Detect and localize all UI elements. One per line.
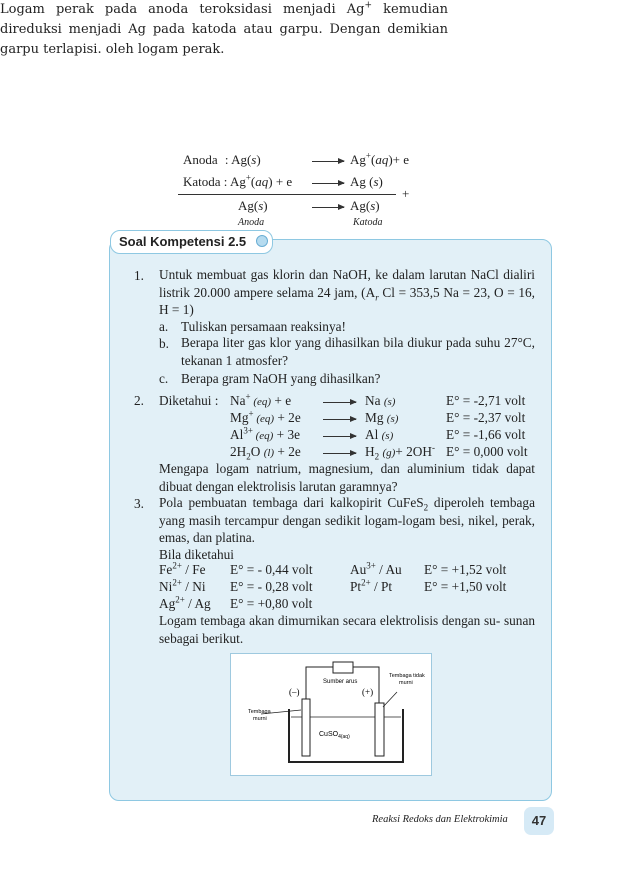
plus-sign: + <box>402 186 410 201</box>
sum-line <box>178 194 396 195</box>
footer-chapter: Reaksi Redoks dan Elektrokimia <box>372 814 508 825</box>
q2-row-ion: Al <box>230 427 244 442</box>
q2-row-state: (eq) <box>253 413 275 425</box>
q2-row-sup: + <box>248 408 254 419</box>
q2-row4-rplus: + 2OH <box>395 444 432 459</box>
katoda-label: Katoda <box>183 174 221 189</box>
intro-text-b: kemudian direduksi menjadi Ag pada katoda atau garpu. Dengan demikian garpu terlapisi. oleh logam perak. <box>0 2 448 57</box>
competency-box-title: Soal Kompetensi 2.5 <box>110 230 273 254</box>
katoda-right: Ag ( <box>350 174 374 189</box>
q3-ion2-symbol: Pt <box>350 579 362 594</box>
q2-row4-right <box>365 444 435 460</box>
q2-row-right <box>365 427 393 443</box>
q3-pair-ion2 <box>350 579 392 595</box>
q2-row-plus: + 2e <box>274 410 301 425</box>
q3-text-b: diperoleh tembaga yang masih tercampur dengan sedikit logam-logam besi, nikel, perak, emas, dan platina. <box>159 495 535 545</box>
q2-row-sup: 3+ <box>243 425 253 436</box>
q2-row-left <box>230 410 301 426</box>
under-label-anoda: Anoda <box>238 217 265 228</box>
q3-number: 3. <box>134 496 144 511</box>
q3-ag-sup: 2+ <box>175 594 185 605</box>
sum-right <box>350 198 380 214</box>
page-number: 47 <box>531 813 547 828</box>
label-source: Sumber arus <box>323 679 358 685</box>
katoda-left-b: ( <box>250 174 256 189</box>
under-label-katoda: Katoda <box>353 217 383 228</box>
q2-question: Mengapa logam natrium, magnesium, dan aluminium tidak dapat dibuat dengan elektrolisis larutan garamnya? <box>159 461 535 494</box>
anoda-right-sup: + <box>365 150 371 161</box>
katoda-reaction-right <box>350 174 383 190</box>
q2-row4-h: H <box>365 444 375 459</box>
anoda-right: Ag <box>350 152 366 167</box>
q2-row-potential: E° = -2,37 volt <box>446 410 526 425</box>
q2-row4-state: (l) <box>263 447 275 459</box>
q3-text-a: Pola pembuatan tembaga dari kalkopirit CuFeS <box>159 495 424 510</box>
q3-ion2-symbol: Au <box>350 562 367 577</box>
q3-ion-sup: 2+ <box>172 577 182 588</box>
q1-sub: r <box>375 292 379 303</box>
sum-plus-sign <box>402 186 409 202</box>
q3-sub: 2 <box>423 502 429 513</box>
anoda-label: Anoda <box>183 152 218 167</box>
solution-sub: 4(aq) <box>338 734 350 740</box>
q2-row-sup: + <box>245 391 251 402</box>
q2-row4-sub: 2 <box>246 451 251 462</box>
sum-right-state: s <box>370 198 376 213</box>
q2-row-rstate: (s) <box>383 396 396 408</box>
arrow-sum <box>312 207 344 208</box>
solution-formula: CuSO <box>319 731 339 738</box>
q3-ag-metal: / Ag <box>184 596 211 611</box>
q3-ion2-sup: 2+ <box>361 577 371 588</box>
q2-row4-rsup: - <box>431 442 435 453</box>
q2-row-state: (eq) <box>252 430 274 442</box>
q1a-text: Tuliskan persamaan reaksinya! <box>181 319 346 334</box>
q2-row-metal: Mg <box>365 410 387 425</box>
q3-bila: Bila diketahui <box>159 547 234 562</box>
intro-paragraph <box>0 0 448 60</box>
q2-row-left <box>230 427 300 443</box>
q2-row-right <box>365 393 395 409</box>
q2-row4-rsub: 2 <box>374 451 380 462</box>
q1-number: 1. <box>134 268 144 283</box>
q3-pair-potential2: E° = +1,52 volt <box>424 562 507 577</box>
q2-row4-left <box>230 444 301 460</box>
label-impure-1: Tembaga tidak <box>389 673 425 679</box>
anoda-right-b: ( <box>370 152 376 167</box>
sum-left-close: ) <box>263 198 268 213</box>
q3-ion-metal: / Ni <box>181 579 206 594</box>
q2-row-arrow <box>323 402 356 403</box>
q3-ion2-metal: / Pt <box>370 579 393 594</box>
q3-ion2-metal: / Au <box>375 562 402 577</box>
q3-ion-symbol: Ni <box>159 579 173 594</box>
q2-row4-plus: + 2e <box>277 444 301 459</box>
anoda-right-c: )+ e <box>388 152 409 167</box>
anoda-reaction-right <box>350 152 409 168</box>
q1b-text: Berapa liter gas klor yang dihasilkan bila diukur pada suhu 27°C, tekanan 1 atmosfer? <box>181 335 535 368</box>
q1b-number: b. <box>159 336 169 351</box>
q3-ion-symbol: Fe <box>159 562 173 577</box>
q2-row-right <box>365 410 398 426</box>
sum-left-text: Ag( <box>238 198 259 213</box>
q2-row-plus: + e <box>271 393 292 408</box>
q2-row4-arrow <box>323 453 356 454</box>
q2-row4-2h: 2H <box>230 444 247 459</box>
q3-ag-e: E° = +0,80 volt <box>230 596 313 611</box>
q2-row-rstate: (s) <box>386 413 399 425</box>
anoda-left: : Ag( <box>224 152 252 167</box>
katoda-left-c: ) + e <box>268 174 293 189</box>
q3-ion-sup: 2+ <box>172 560 182 571</box>
q2-row-metal: Al <box>365 427 382 442</box>
title-dot-icon <box>256 235 268 247</box>
intro-text-a: Logam perak pada anoda teroksidasi menjadi Ag <box>0 2 365 17</box>
q3-pair-ion2 <box>350 562 402 578</box>
q3-pair-potential2: E° = +1,50 volt <box>424 579 507 594</box>
q2-row-rstate: (s) <box>381 430 394 442</box>
q2-row-ion: Mg <box>230 410 249 425</box>
q2-row-ion: Na <box>230 393 246 408</box>
katoda-right-c: ) <box>378 174 383 189</box>
arrow-anoda <box>312 161 344 162</box>
sum-right-close: ) <box>375 198 380 213</box>
label-plus: (+) <box>362 687 374 697</box>
q3-ag-ion: Ag <box>159 596 176 611</box>
q2-row-metal: Na <box>365 393 384 408</box>
sum-left-state: s <box>258 198 264 213</box>
q2-number: 2. <box>134 393 144 408</box>
q1-text <box>159 266 535 319</box>
q2-row-potential: E° = -1,66 volt <box>446 427 526 442</box>
arrow-katoda <box>312 183 344 184</box>
q3-ion-metal: / Fe <box>181 562 206 577</box>
q3-ag-row <box>159 596 211 612</box>
q3-ion2-sup: 3+ <box>366 560 376 571</box>
q3-pair-ion <box>159 562 206 578</box>
sum-left <box>238 198 268 214</box>
label-pure-1: Tembaga <box>248 709 271 715</box>
q3-pair-potential: E° = - 0,44 volt <box>230 562 313 577</box>
q2-row4-o: O <box>250 444 261 459</box>
label-impure-2: murni <box>399 680 413 686</box>
q2-row4-rstate: (g) <box>382 447 396 459</box>
electrolysis-figure <box>230 653 432 776</box>
anoda-reaction-left <box>183 152 261 168</box>
q1a-number: a. <box>159 319 169 334</box>
q2-row-plus: + 3e <box>273 427 301 442</box>
q2-row-state: (eq) <box>250 396 272 408</box>
sum-right-text: Ag( <box>350 198 371 213</box>
q2-row-potential: E° = -2,71 volt <box>446 393 526 408</box>
anoda-right-aq: aq <box>375 152 389 167</box>
q1c-number: c. <box>159 371 169 386</box>
q2-row4-e: E° = 0,000 volt <box>446 444 528 459</box>
anoda-state: s <box>251 152 257 167</box>
intro-sup: + <box>364 0 373 11</box>
katoda-right-state: s <box>373 174 379 189</box>
q1c-text: Berapa gram NaOH yang dihasilkan? <box>181 371 381 386</box>
q1-text-b: Cl = 353,5 Na = 23, O = 16, H = 1) <box>159 284 535 317</box>
q3-pair-ion <box>159 579 206 595</box>
q1-text-a: Untuk membuat gas klorin dan NaOH, ke dalam larutan NaCl dialiri listrik 20.000 ampere selama 24 jam, (A <box>159 267 535 300</box>
anoda-close: ) <box>256 152 261 167</box>
q2-intro: Diketahui : <box>159 393 219 408</box>
katoda-reaction-left <box>183 174 292 190</box>
q3-final: Logam tembaga akan dimurnikan secara elektrolisis dengan su- sunan sebagai berikut. <box>159 613 535 646</box>
q3-text <box>159 494 535 547</box>
katoda-left: : Ag <box>223 174 246 189</box>
electrolysis-diagram <box>231 654 431 775</box>
q2-row-arrow <box>323 419 356 420</box>
label-minus: (–) <box>289 687 300 697</box>
label-solution <box>319 731 350 740</box>
katoda-left-sup: + <box>245 172 251 183</box>
q3-pair-potential: E° = - 0,28 volt <box>230 579 313 594</box>
q2-row-left <box>230 393 291 409</box>
katoda-left-aq: aq <box>255 174 269 189</box>
q2-row-arrow <box>323 436 356 437</box>
label-pure-2: murni <box>253 716 267 722</box>
